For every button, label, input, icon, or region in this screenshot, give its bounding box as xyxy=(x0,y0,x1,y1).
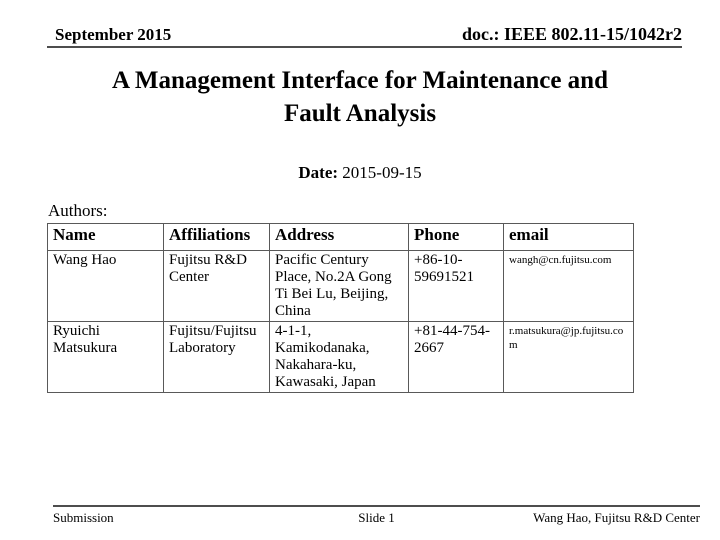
date-line xyxy=(0,163,720,183)
author-affiliation: Fujitsu R&D Center xyxy=(164,251,270,322)
author-name: Ryuichi Matsukura xyxy=(48,321,164,392)
footer-slide-number: Slide 1 xyxy=(358,510,395,525)
date-value: 2015-09-15 xyxy=(342,163,422,182)
footer-submission-label: Submission xyxy=(53,510,114,525)
title-line-1: A Management Interface for Maintenance and xyxy=(112,67,608,94)
column-header-name: Name xyxy=(48,224,164,251)
title-line-2: Fault Analysis xyxy=(283,100,437,127)
author-affiliation: Fujitsu/Fujitsu Laboratory xyxy=(164,321,270,392)
column-header-email: email xyxy=(504,224,634,251)
column-header-affiliations: Affiliations xyxy=(164,224,270,251)
table-row xyxy=(48,321,634,392)
slide-footer xyxy=(53,505,700,526)
footer-author-credit: Wang Hao, Fujitsu R&D Center xyxy=(533,510,700,525)
authors-label: Authors: xyxy=(48,201,108,220)
column-header-address: Address xyxy=(270,224,409,251)
author-phone: +86-10-59691521 xyxy=(409,251,504,322)
author-address: Pacific Century Place, No.2A Gong Ti Bei Lu, Beijing, China xyxy=(270,251,409,322)
table-row xyxy=(48,251,634,322)
author-phone: +81-44-754-2667 xyxy=(409,321,504,392)
author-email: wangh@cn.fujitsu.com xyxy=(504,251,634,322)
slide-title xyxy=(0,64,720,130)
slide-header xyxy=(47,24,682,48)
date-label: Date: xyxy=(298,163,339,182)
author-email: r.matsukura@jp.fujitsu.com xyxy=(504,321,634,392)
authors-table xyxy=(47,223,634,393)
table-header-row xyxy=(48,224,634,251)
author-address: 4-1-1, Kamikodanaka, Nakahara-ku, Kawasaki, Japan xyxy=(270,321,409,392)
header-doc-number: doc.: IEEE 802.11-15/1042r2 xyxy=(461,24,682,44)
author-name: Wang Hao xyxy=(48,251,164,322)
header-month-year: September 2015 xyxy=(55,25,172,44)
column-header-phone: Phone xyxy=(409,224,504,251)
